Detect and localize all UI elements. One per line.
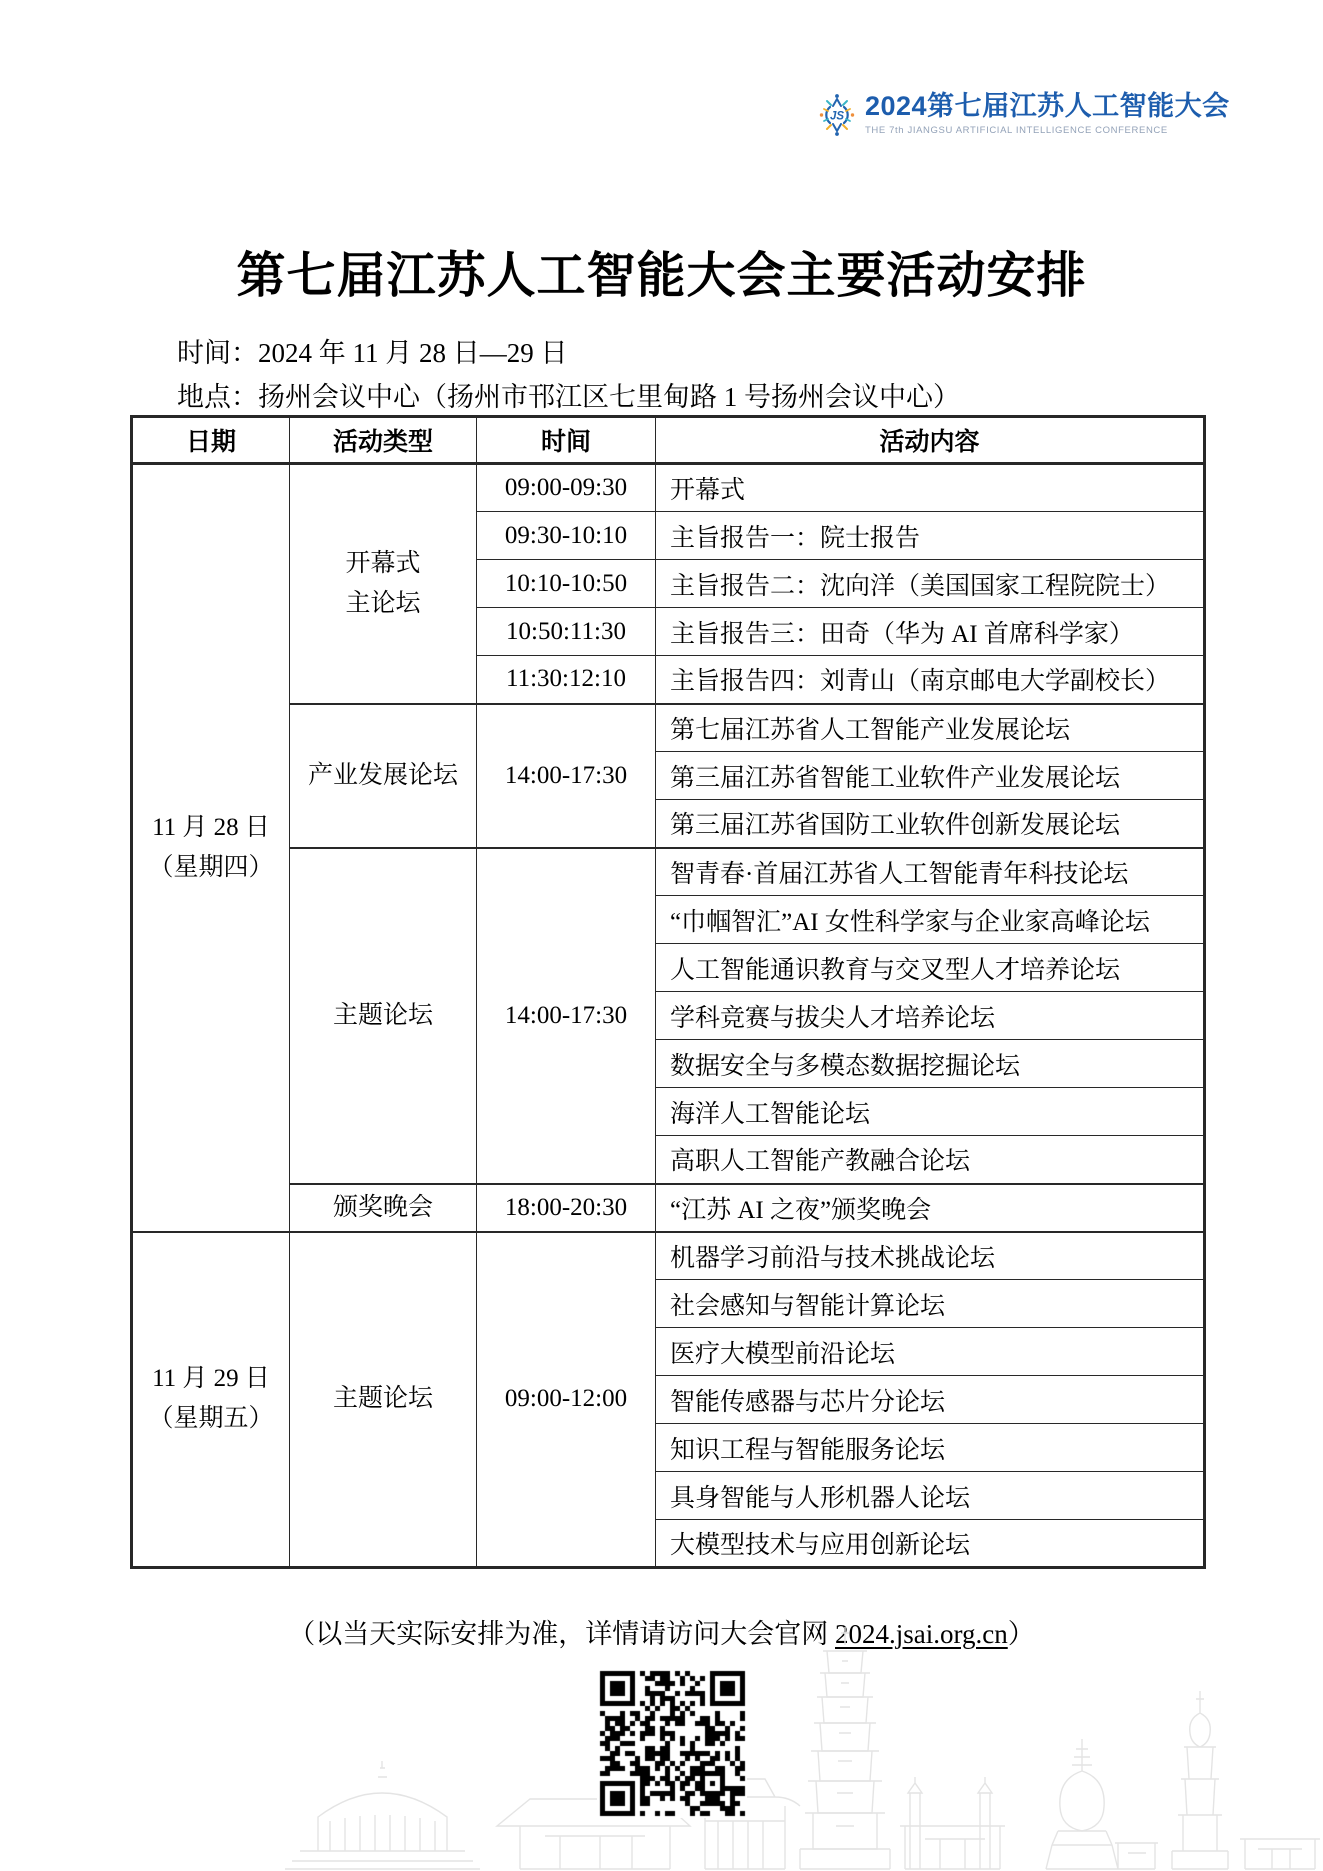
activity-type-cell: 开幕式 主论坛 — [290, 464, 477, 704]
header-activity-type: 活动类型 — [290, 417, 477, 464]
svg-text:JS: JS — [829, 110, 845, 123]
footer-note-suffix: ） — [1007, 1619, 1035, 1649]
conference-logo-text — [865, 90, 1230, 136]
content-cell: 大模型技术与应用创新论坛 — [656, 1520, 1205, 1568]
content-cell: 人工智能通识教育与交叉型人才培养论坛 — [656, 944, 1205, 992]
header-time: 时间 — [477, 417, 656, 464]
table-row — [132, 1184, 1205, 1232]
time-cell: 14:00-17:30 — [477, 704, 656, 848]
content-cell: 知识工程与智能服务论坛 — [656, 1424, 1205, 1472]
qr-code — [597, 1668, 747, 1818]
footer-website-link[interactable]: 2024.jsai.org.cn — [835, 1619, 1008, 1649]
content-cell: 主旨报告一：院士报告 — [656, 512, 1205, 560]
time-cell: 09:30-10:10 — [477, 512, 656, 560]
logo-title: 2024第七届江苏人工智能大会 — [865, 91, 1230, 121]
meta-time-line: 时间：2024 年 11 月 28 日—29 日 — [177, 338, 568, 368]
content-cell: 高职人工智能产教融合论坛 — [656, 1136, 1205, 1184]
time-cell: 09:00-09:30 — [477, 464, 656, 512]
activity-type-cell: 产业发展论坛 — [290, 704, 477, 848]
content-cell: 学科竞赛与拔尖人才培养论坛 — [656, 992, 1205, 1040]
table-header-row — [132, 417, 1205, 464]
activity-type-cell: 主题论坛 — [290, 1232, 477, 1568]
activity-type-cell: 主题论坛 — [290, 848, 477, 1184]
content-cell: 主旨报告三：田奇（华为 AI 首席科学家） — [656, 608, 1205, 656]
footer-note-prefix: （以当天实际安排为准，详情请访问大会官网 — [288, 1619, 835, 1649]
content-cell: “江苏 AI 之夜”颁奖晚会 — [656, 1184, 1205, 1232]
time-cell: 09:00-12:00 — [477, 1232, 656, 1568]
table-row — [132, 464, 1205, 512]
time-cell: 11:30:12:10 — [477, 656, 656, 704]
content-cell: 开幕式 — [656, 464, 1205, 512]
table-row — [132, 1232, 1205, 1280]
content-cell: “巾帼智汇”AI 女性科学家与企业家高峰论坛 — [656, 896, 1205, 944]
time-cell: 10:10-10:50 — [477, 560, 656, 608]
content-cell: 第三届江苏省智能工业软件产业发展论坛 — [656, 752, 1205, 800]
content-cell: 主旨报告二：沈向洋（美国国家工程院院士） — [656, 560, 1205, 608]
meta-location-line: 地点：扬州会议中心（扬州市邗江区七里甸路 1 号扬州会议中心） — [177, 382, 960, 412]
conference-logo — [818, 90, 1230, 138]
content-cell: 主旨报告四：刘青山（南京邮电大学副校长） — [656, 656, 1205, 704]
content-cell: 智能传感器与芯片分论坛 — [656, 1376, 1205, 1424]
event-meta — [177, 331, 960, 419]
page-title: 第七届江苏人工智能大会主要活动安排 — [236, 248, 1087, 303]
header-date: 日期 — [132, 417, 290, 464]
content-cell: 社会感知与智能计算论坛 — [656, 1280, 1205, 1328]
content-cell: 第七届江苏省人工智能产业发展论坛 — [656, 704, 1205, 752]
time-cell: 18:00-20:30 — [477, 1184, 656, 1232]
content-cell: 海洋人工智能论坛 — [656, 1088, 1205, 1136]
conference-logo-icon — [818, 92, 856, 138]
content-cell: 第三届江苏省国防工业软件创新发展论坛 — [656, 800, 1205, 848]
time-cell: 14:00-17:30 — [477, 848, 656, 1184]
content-cell: 具身智能与人形机器人论坛 — [656, 1472, 1205, 1520]
schedule-table — [130, 415, 1206, 1569]
table-row — [132, 704, 1205, 752]
content-cell: 智青春·首届江苏省人工智能青年科技论坛 — [656, 848, 1205, 896]
content-cell: 医疗大模型前沿论坛 — [656, 1328, 1205, 1376]
activity-type-cell: 颁奖晚会 — [290, 1184, 477, 1232]
time-cell: 10:50:11:30 — [477, 608, 656, 656]
content-cell: 机器学习前沿与技术挑战论坛 — [656, 1232, 1205, 1280]
date-cell: 11 月 28 日 （星期四） — [132, 464, 290, 1232]
logo-subtitle: THE 7th JIANGSU ARTIFICIAL INTELLIGENCE CONFERENCE — [865, 125, 1168, 136]
date-cell: 11 月 29 日 （星期五） — [132, 1232, 290, 1568]
content-cell: 数据安全与多模态数据挖掘论坛 — [656, 1040, 1205, 1088]
table-row — [132, 848, 1205, 896]
header-activity-content: 活动内容 — [656, 417, 1205, 464]
